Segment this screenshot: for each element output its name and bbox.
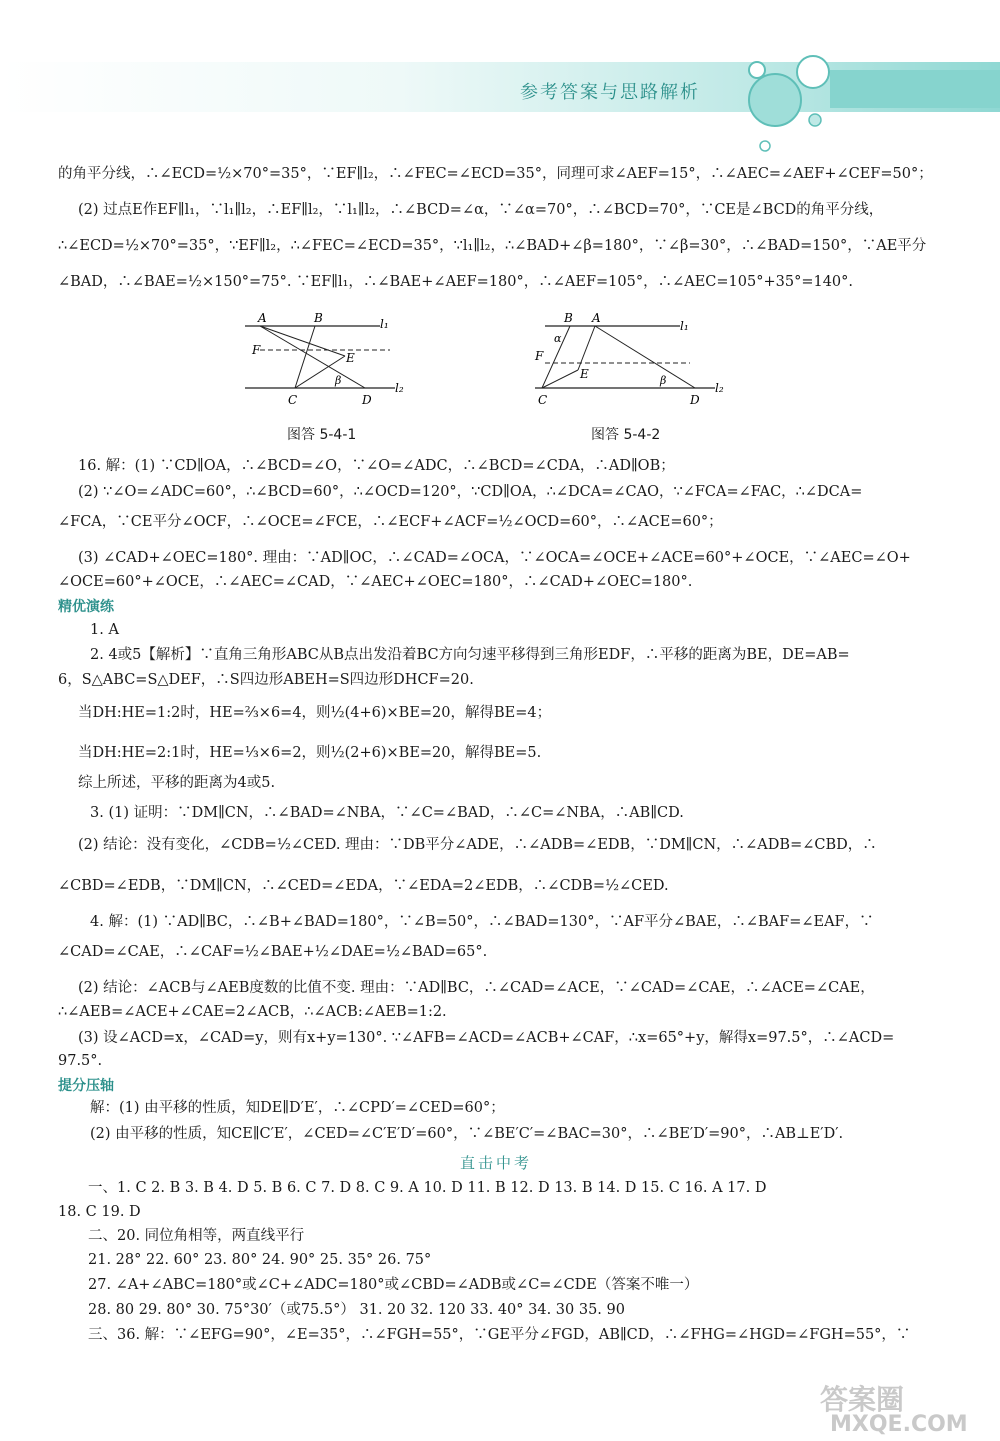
text-line: (2) 由平移的性质，知CE∥C′E′，∠CED=∠C′E′D′=60°，∵∠BE′C′=∠BAC=30°，∴∠BE′D′=90°，∴AB⊥E′D′. (90, 1126, 844, 1142)
text-line: 的角平分线，∴∠ECD=½×70°=35°，∵EF∥l₂，∴∠FEC=∠ECD=35°，同理可求∠AEF=15°，∴∠AEC=∠AEF+∠CEF=50°； (58, 166, 933, 182)
section-title-jingyou: 精优演练 (58, 599, 114, 615)
figure-5-4-2 (530, 308, 730, 414)
text-line: 当DH:HE=1:2时，HE=⅔×6=4，则½(4+6)×BE=20，解得BE=4； (78, 705, 552, 721)
figure-5-4-1 (240, 308, 420, 414)
text-line: (3) ∠CAD+∠OEC=180°. 理由：∵AD∥OC，∴∠CAD=∠OCA，∵∠OCA=∠OCE+∠ACE=60°+∠OCE，∵∠AEC=∠O+ (78, 550, 911, 566)
text-line: 16. 解：(1) ∵CD∥OA，∴∠BCD=∠O，∵∠O=∠ADC，∴∠BCD=∠CDA，∴AD∥OB； (78, 458, 675, 474)
fig1-label-f: F (252, 343, 261, 357)
text-line: 综上所述，平移的距离为4或5. (78, 775, 276, 791)
text-line: 27. ∠A+∠ABC=180°或∠C+∠ADC=180°或∠CBD=∠ADB或∠C=∠CDE（答案不唯一） (88, 1277, 699, 1293)
text-line: 28. 80 29. 80° 30. 75°30′（或75.5°） 31. 20 32. 120 33. 40° 34. 30 35. 90 (88, 1302, 625, 1318)
text-line: ∠CAD=∠CAE，∴∠CAF=½∠BAE+½∠DAE=½∠BAD=65°. (58, 944, 488, 960)
fig2-label-a: A (592, 311, 601, 325)
fig1-label-a: A (258, 311, 267, 325)
section-title-zhiji: 直击中考 (460, 1154, 533, 1172)
figure-caption: 图答 5-4-2 (591, 427, 661, 443)
fig1-label-d: D (362, 393, 372, 407)
fig2-label-f: F (535, 349, 544, 363)
text-line: ∠FCA，∵CE平分∠OCF，∴∠OCE=∠FCE，∴∠ECF+∠ACF=½∠OCD=60°，∴∠ACE=60°； (58, 514, 723, 530)
watermark-logo: 答案圈 (820, 1383, 905, 1416)
bubbles-decoration-icon (735, 50, 845, 160)
fig1-label-l2: l₂ (395, 381, 404, 395)
fig2-label-l2: l₂ (715, 381, 724, 395)
section-title-tifen: 提分压轴 (58, 1078, 114, 1094)
text-line: 解：(1) 由平移的性质，知DE∥D′E′，∴∠CPD′=∠CED=60°； (90, 1100, 505, 1116)
text-line: (2) 结论：∠ACB与∠AEB度数的比值不变. 理由：∵AD∥BC，∴∠CAD=∠ACE，∵∠CAD=∠CAE，∴∠ACE=∠CAE， (78, 980, 875, 996)
header-accent-block (830, 70, 1000, 108)
text-line: (2) 过点E作EF∥l₁，∵l₁∥l₂，∴EF∥l₂，∵l₁∥l₂，∴∠BCD=∠α，∵∠α=70°，∴∠BCD=70°，∵CE是∠BCD的角平分线， (78, 202, 884, 218)
text-line: 97.5°. (58, 1053, 103, 1069)
fig2-label-b: B (564, 311, 573, 325)
figure-caption: 图答 5-4-1 (287, 427, 357, 443)
fig2-label-l1: l₁ (680, 319, 689, 333)
fig1-label-c: C (288, 393, 298, 407)
fig2-label-d: D (690, 393, 700, 407)
text-line: 三、36. 解：∵∠EFG=90°，∠E=35°，∴∠FGH=55°，∵GE平分∠FGD，AB∥CD，∴∠FHG=∠HGD=∠FGH=55°，∵ (88, 1327, 911, 1343)
fig2-label-e: E (580, 367, 589, 381)
fig2-label-alpha: α (554, 332, 562, 345)
text-line: 二、20. 同位角相等，两直线平行 (88, 1228, 305, 1244)
text-line: 4. 解：(1) ∵AD∥BC，∴∠B+∠BAD=180°，∵∠B=50°，∴∠BAD=130°，∵AF平分∠BAE，∴∠BAF=∠EAF，∵ (90, 914, 874, 930)
fig1-label-l1: l₁ (380, 317, 389, 331)
watermark-url: MXQE.COM (830, 1412, 968, 1437)
text-line: (2) ∵∠O=∠ADC=60°，∴∠BCD=60°，∴∠OCD=120°，∵CD∥OA，∴∠DCA=∠CAO，∵∠FCA=∠FAC，∴∠DCA= (78, 484, 863, 500)
text-line: ∠BAD，∴∠BAE=½×150°=75°. ∵EF∥l₁，∴∠BAE+∠AEF=180°，∴∠AEF=105°，∴∠AEC=105°+35°=140°. (58, 274, 854, 290)
text-line: 2. 4或5【解析】∵直角三角形ABC从B点出发沿着BC方向匀速平移得到三角形EDF，∴平移的距离为BE，DE=AB= (90, 647, 850, 663)
text-line: ∠CBD=∠EDB，∵DM∥CN，∴∠CED=∠EDA，∵∠EDA=2∠EDB，∴∠CDB=½∠CED. (58, 878, 669, 894)
text-line: 1. A (90, 622, 119, 638)
text-line: 当DH:HE=2:1时，HE=⅓×6=2，则½(2+6)×BE=20，解得BE=5. (78, 745, 542, 761)
fig1-label-beta: β (335, 374, 342, 387)
text-line: (3) 设∠ACD=x，∠CAD=y，则有x+y=130°. ∵∠AFB=∠ACD=∠ACB+∠CAF，∴x=65°+y，解得x=97.5°，∴∠ACD= (78, 1030, 895, 1046)
fig2-label-c: C (538, 393, 548, 407)
text-line: 3. (1) 证明：∵DM∥CN，∴∠BAD=∠NBA，∵∠C=∠BAD，∴∠C=∠NBA，∴AB∥CD. (90, 805, 684, 821)
text-line: 一、1. C 2. B 3. B 4. D 5. B 6. C 7. D 8. C 9. A 10. D 11. B 12. D 13. B 14. D 15. C 16. A 17. D (88, 1180, 767, 1196)
text-line: ∴∠ECD=½×70°=35°，∵EF∥l₂，∴∠FEC=∠ECD=35°，∵l₁∥l₂，∴∠BAD+∠β=180°，∵∠β=30°，∴∠BAD=150°，∵AE平分 (58, 238, 927, 254)
fig2-label-beta: β (660, 374, 667, 387)
text-line: ∴∠AEB=∠ACE+∠CAE=2∠ACB，∴∠ACB:∠AEB=1:2. (58, 1004, 447, 1020)
text-line: ∠OCE=60°+∠OCE，∴∠AEC=∠CAD，∵∠AEC+∠OEC=180°，∴∠CAD+∠OEC=180°. (58, 574, 693, 590)
fig1-label-e: E (346, 351, 355, 365)
text-line: (2) 结论：没有变化，∠CDB=½∠CED. 理由：∵DB平分∠ADE，∴∠ADB=∠EDB，∵DM∥CN，∴∠ADB=∠CBD，∴ (78, 837, 877, 853)
fig1-label-b: B (314, 311, 323, 325)
text-line: 6，S△ABC=S△DEF，∴S四边形ABEH=S四边形DHCF=20. (58, 672, 474, 688)
header-title: 参考答案与思路解析 (520, 82, 700, 103)
text-line: 18. C 19. D (58, 1204, 141, 1220)
text-line: 21. 28° 22. 60° 23. 80° 24. 90° 25. 35° 26. 75° (88, 1252, 432, 1268)
